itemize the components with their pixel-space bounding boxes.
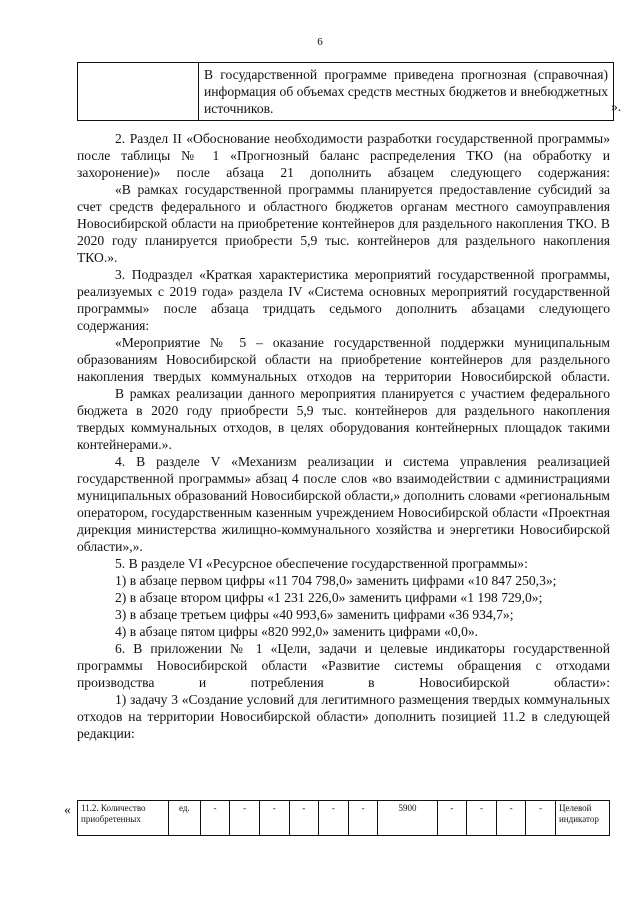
top-table-empty-cell <box>78 63 199 121</box>
top-table <box>77 62 614 121</box>
closing-quote: ». <box>611 99 622 114</box>
top-table-text-cell: В государственной программе приведена прогнозная (справочная) информация об объемах средств местных бюджетов и внебюджетных источников. <box>199 63 614 121</box>
paragraph: 4. В разделе V «Механизм реализации и система управления реализацией государственной программы» абзац 4 после слов «во взаимодействии с администрациями муниципальных образований Новосибирской области,» дополнить словами «региональным оператором, государственным казенным учреждением Новосибирской области «Проектная дирекция министерства жилищно-коммунального хозяйства и энергетики Новосибирской области»,». <box>77 454 610 554</box>
paragraph: 1) задачу 3 «Создание условий для легитимного размещения твердых коммунальных отходов на территории Новосибирской области» дополнить позицией 11.2 в следующей редакции: <box>77 692 610 741</box>
table-cell: - <box>467 801 497 836</box>
table-cell: - <box>348 801 378 836</box>
paragraph: 3. Подраздел «Краткая характеристика мероприятий государственной программы, реализуемых с 2019 года» раздела IV «Система основных мероприятий государственной программы» после абзаца тридцать седьмого дополнить абзацами следующего содержания: <box>77 267 610 333</box>
paragraph: 2) в абзаце втором цифры «1 231 226,0» заменить цифрами «1 198 729,0»; <box>115 590 543 605</box>
bottom-table <box>77 800 610 836</box>
table-cell: 11.2. Количество приобретенных <box>78 801 169 836</box>
paragraph: 3) в абзаце третьем цифры «40 993,6» заменить цифрами «36 934,7»; <box>115 607 514 622</box>
opening-quote: « <box>64 802 71 817</box>
table-cell: 5900 <box>378 801 437 836</box>
paragraph: 2. Раздел II «Обоснование необходимости разработки государственной программы» после таблицы № 1 «Прогнозный баланс распределения ТКО (на обработку и захоронение)» после абзаца 21 дополнить абзацем следующего содержания: <box>77 131 610 180</box>
body-text <box>77 130 610 742</box>
table-cell: Целевой индикатор <box>555 801 609 836</box>
table-cell: - <box>259 801 289 836</box>
paragraph: В рамках реализации данного мероприятия планируется с участием федерального бюджета в 2020 году приобрести 5,9 тыс. контейнеров для раздельного накопления твердых коммунальных отходов, в целях оборудования контейнерных площадок такими контейнерами.». <box>77 386 610 452</box>
paragraph: 5. В разделе VI «Ресурсное обеспечение государственной программы»: <box>115 556 528 571</box>
table-row <box>78 801 610 836</box>
table-cell: - <box>496 801 526 836</box>
paragraph: 6. В приложении № 1 «Цели, задачи и целевые индикаторы государственной программы Новосибирской области «Развитие системы обращения с отходами производства и потребления в Новосибирской области»: <box>77 641 610 690</box>
table-cell: - <box>230 801 260 836</box>
page-number: 6 <box>317 36 323 48</box>
paragraph: «Мероприятие № 5 – оказание государственной поддержки муниципальным образованиям Новосибирской области на приобретение контейнеров для раздельного накопления твердых коммунальных отходов на территории Новосибирской области. <box>77 335 610 384</box>
table-cell: ед. <box>168 801 200 836</box>
table-cell: - <box>319 801 349 836</box>
table-cell: - <box>289 801 319 836</box>
paragraph: 1) в абзаце первом цифры «11 704 798,0» заменить цифрами «10 847 250,3»; <box>115 573 557 588</box>
table-cell: - <box>526 801 556 836</box>
table-cell: - <box>437 801 467 836</box>
paragraph: «В рамках государственной программы планируется предоставление субсидий за счет средств федерального и областного бюджетов органам местного самоуправления Новосибирской области на приобретение контейнеров для раздельного накопления ТКО. В 2020 году планируется приобрести 5,9 тыс. контейнеров для раздельного накопления ТКО.». <box>77 182 610 265</box>
table-cell: - <box>200 801 230 836</box>
paragraph: 4) в абзаце пятом цифры «820 992,0» заменить цифрами «0,0». <box>115 624 479 639</box>
